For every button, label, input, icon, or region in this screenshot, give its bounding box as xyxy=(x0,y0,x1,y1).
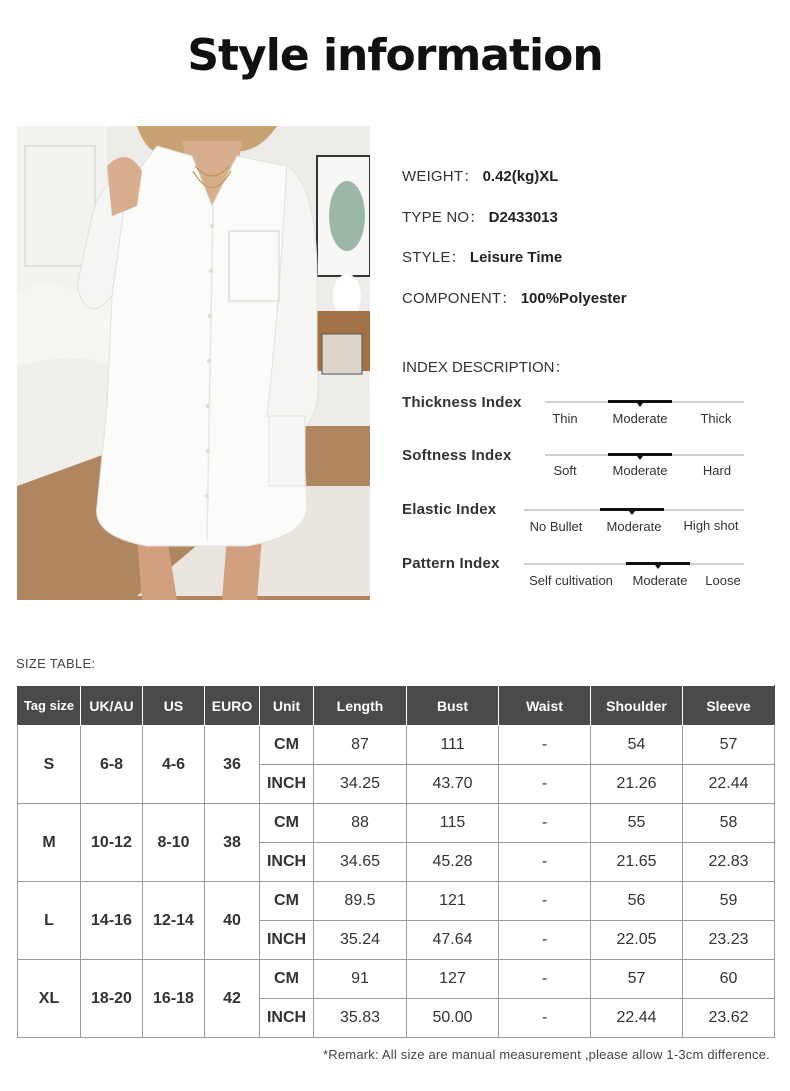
header-shoulder: Shoulder xyxy=(591,686,683,726)
type-no-label: TYPE NO： xyxy=(402,209,485,226)
shoulder-inch: 21.26 xyxy=(591,765,683,804)
sleeve-inch: 22.83 xyxy=(683,843,775,882)
weight-label: WEIGHT： xyxy=(402,168,479,185)
waist-cm: - xyxy=(499,960,591,999)
sleeve-cm: 57 xyxy=(683,726,775,765)
size-euro: 38 xyxy=(205,804,260,882)
style-value: Leisure Time xyxy=(469,249,563,266)
unit-cm: CM xyxy=(260,726,314,765)
header-unit: Unit xyxy=(260,686,314,726)
shoulder-inch: 22.44 xyxy=(591,999,683,1038)
length-cm: 89.5 xyxy=(314,882,407,921)
size-tag: M xyxy=(18,804,81,882)
elastic-index xyxy=(402,501,752,541)
pattern-option-high: Loose xyxy=(705,573,741,588)
unit-inch: INCH xyxy=(260,921,314,960)
waist-inch: - xyxy=(499,765,591,804)
component-value: 100%Polyester xyxy=(520,290,627,307)
elastic-index-name: Elastic Index xyxy=(402,501,497,518)
waist-inch: - xyxy=(499,843,591,882)
remark-note: *Remark: All size are manual measurement ,please allow 1-3cm difference. xyxy=(323,1047,770,1062)
waist-cm: - xyxy=(499,804,591,843)
thickness-option-high: Thick xyxy=(700,411,732,426)
size-euro: 36 xyxy=(205,726,260,804)
unit-inch: INCH xyxy=(260,765,314,804)
thickness-index xyxy=(402,394,752,434)
bust-inch: 43.70 xyxy=(407,765,499,804)
softness-index xyxy=(402,447,752,487)
header-bust: Bust xyxy=(407,686,499,726)
bust-cm: 121 xyxy=(407,882,499,921)
size-table-caption: SIZE TABLE: xyxy=(16,656,96,671)
elastic-scale-pointer xyxy=(629,511,635,515)
length-cm: 87 xyxy=(314,726,407,765)
bust-cm: 115 xyxy=(407,804,499,843)
shoulder-cm: 54 xyxy=(591,726,683,765)
weight-info xyxy=(402,165,558,186)
unit-cm: CM xyxy=(260,960,314,999)
bust-cm: 127 xyxy=(407,960,499,999)
table-row xyxy=(18,726,775,765)
waist-inch: - xyxy=(499,921,591,960)
length-inch: 34.25 xyxy=(314,765,407,804)
sleeve-cm: 58 xyxy=(683,804,775,843)
table-row xyxy=(18,882,775,921)
pattern-index-name: Pattern Index xyxy=(402,555,500,572)
elastic-option-low: No Bullet xyxy=(529,519,583,534)
size-us: 16-18 xyxy=(143,960,205,1038)
header-tag-size: Tag size xyxy=(18,686,81,726)
length-cm: 88 xyxy=(314,804,407,843)
length-cm: 91 xyxy=(314,960,407,999)
size-tag: S xyxy=(18,726,81,804)
thickness-option-mid: Moderate xyxy=(612,411,668,426)
size-uk-au: 10-12 xyxy=(81,804,143,882)
style-label: STYLE： xyxy=(402,249,466,266)
waist-cm: - xyxy=(499,882,591,921)
thickness-scale-pointer xyxy=(637,403,643,407)
weight-value: 0.42(kg)XL xyxy=(482,168,559,185)
bust-cm: 111 xyxy=(407,726,499,765)
length-inch: 35.24 xyxy=(314,921,407,960)
header-us: US xyxy=(143,686,205,726)
waist-cm: - xyxy=(499,726,591,765)
unit-inch: INCH xyxy=(260,843,314,882)
header-uk-au: UK/AU xyxy=(81,686,143,726)
shoulder-cm: 55 xyxy=(591,804,683,843)
size-uk-au: 18-20 xyxy=(81,960,143,1038)
sleeve-cm: 59 xyxy=(683,882,775,921)
size-uk-au: 6-8 xyxy=(81,726,143,804)
softness-scale-pointer xyxy=(637,456,643,460)
size-table xyxy=(17,685,775,1038)
length-inch: 34.65 xyxy=(314,843,407,882)
size-tag: L xyxy=(18,882,81,960)
table-row xyxy=(18,804,775,843)
softness-option-low: Soft xyxy=(553,463,577,478)
size-table-header xyxy=(18,686,775,726)
shoulder-cm: 57 xyxy=(591,960,683,999)
component-label: COMPONENT： xyxy=(402,290,517,307)
sleeve-inch: 23.62 xyxy=(683,999,775,1038)
header-euro: EURO xyxy=(205,686,260,726)
size-us: 12-14 xyxy=(143,882,205,960)
header-length: Length xyxy=(314,686,407,726)
elastic-option-high: High shot xyxy=(683,518,739,533)
shoulder-cm: 56 xyxy=(591,882,683,921)
pattern-index xyxy=(402,555,752,595)
size-us: 4-6 xyxy=(143,726,205,804)
style-info xyxy=(402,246,562,267)
bust-inch: 50.00 xyxy=(407,999,499,1038)
sleeve-cm: 60 xyxy=(683,960,775,999)
type-no-info xyxy=(402,206,558,227)
header-sleeve: Sleeve xyxy=(683,686,775,726)
page-title: Style information xyxy=(187,30,603,81)
size-euro: 42 xyxy=(205,960,260,1038)
softness-index-name: Softness Index xyxy=(402,447,512,464)
shoulder-inch: 22.05 xyxy=(591,921,683,960)
softness-option-mid: Moderate xyxy=(612,463,668,478)
unit-cm: CM xyxy=(260,804,314,843)
sleeve-inch: 23.23 xyxy=(683,921,775,960)
unit-inch: INCH xyxy=(260,999,314,1038)
length-inch: 35.83 xyxy=(314,999,407,1038)
component-info xyxy=(402,287,627,308)
type-no-value: D2433013 xyxy=(488,209,558,226)
size-uk-au: 14-16 xyxy=(81,882,143,960)
sleeve-inch: 22.44 xyxy=(683,765,775,804)
pattern-option-low: Self cultivation xyxy=(529,573,613,588)
elastic-option-mid: Moderate xyxy=(606,519,662,534)
thickness-option-low: Thin xyxy=(552,411,578,426)
bust-inch: 47.64 xyxy=(407,921,499,960)
index-description-heading: INDEX DESCRIPTION： xyxy=(402,359,570,376)
size-euro: 40 xyxy=(205,882,260,960)
table-row xyxy=(18,960,775,999)
size-us: 8-10 xyxy=(143,804,205,882)
shoulder-inch: 21.65 xyxy=(591,843,683,882)
size-tag: XL xyxy=(18,960,81,1038)
unit-cm: CM xyxy=(260,882,314,921)
pattern-option-mid: Moderate xyxy=(632,573,688,588)
thickness-index-name: Thickness Index xyxy=(402,394,522,411)
header-waist: Waist xyxy=(499,686,591,726)
waist-inch: - xyxy=(499,999,591,1038)
bust-inch: 45.28 xyxy=(407,843,499,882)
softness-option-high: Hard xyxy=(702,463,732,478)
pattern-scale-pointer xyxy=(655,565,661,569)
product-photo xyxy=(17,126,370,600)
